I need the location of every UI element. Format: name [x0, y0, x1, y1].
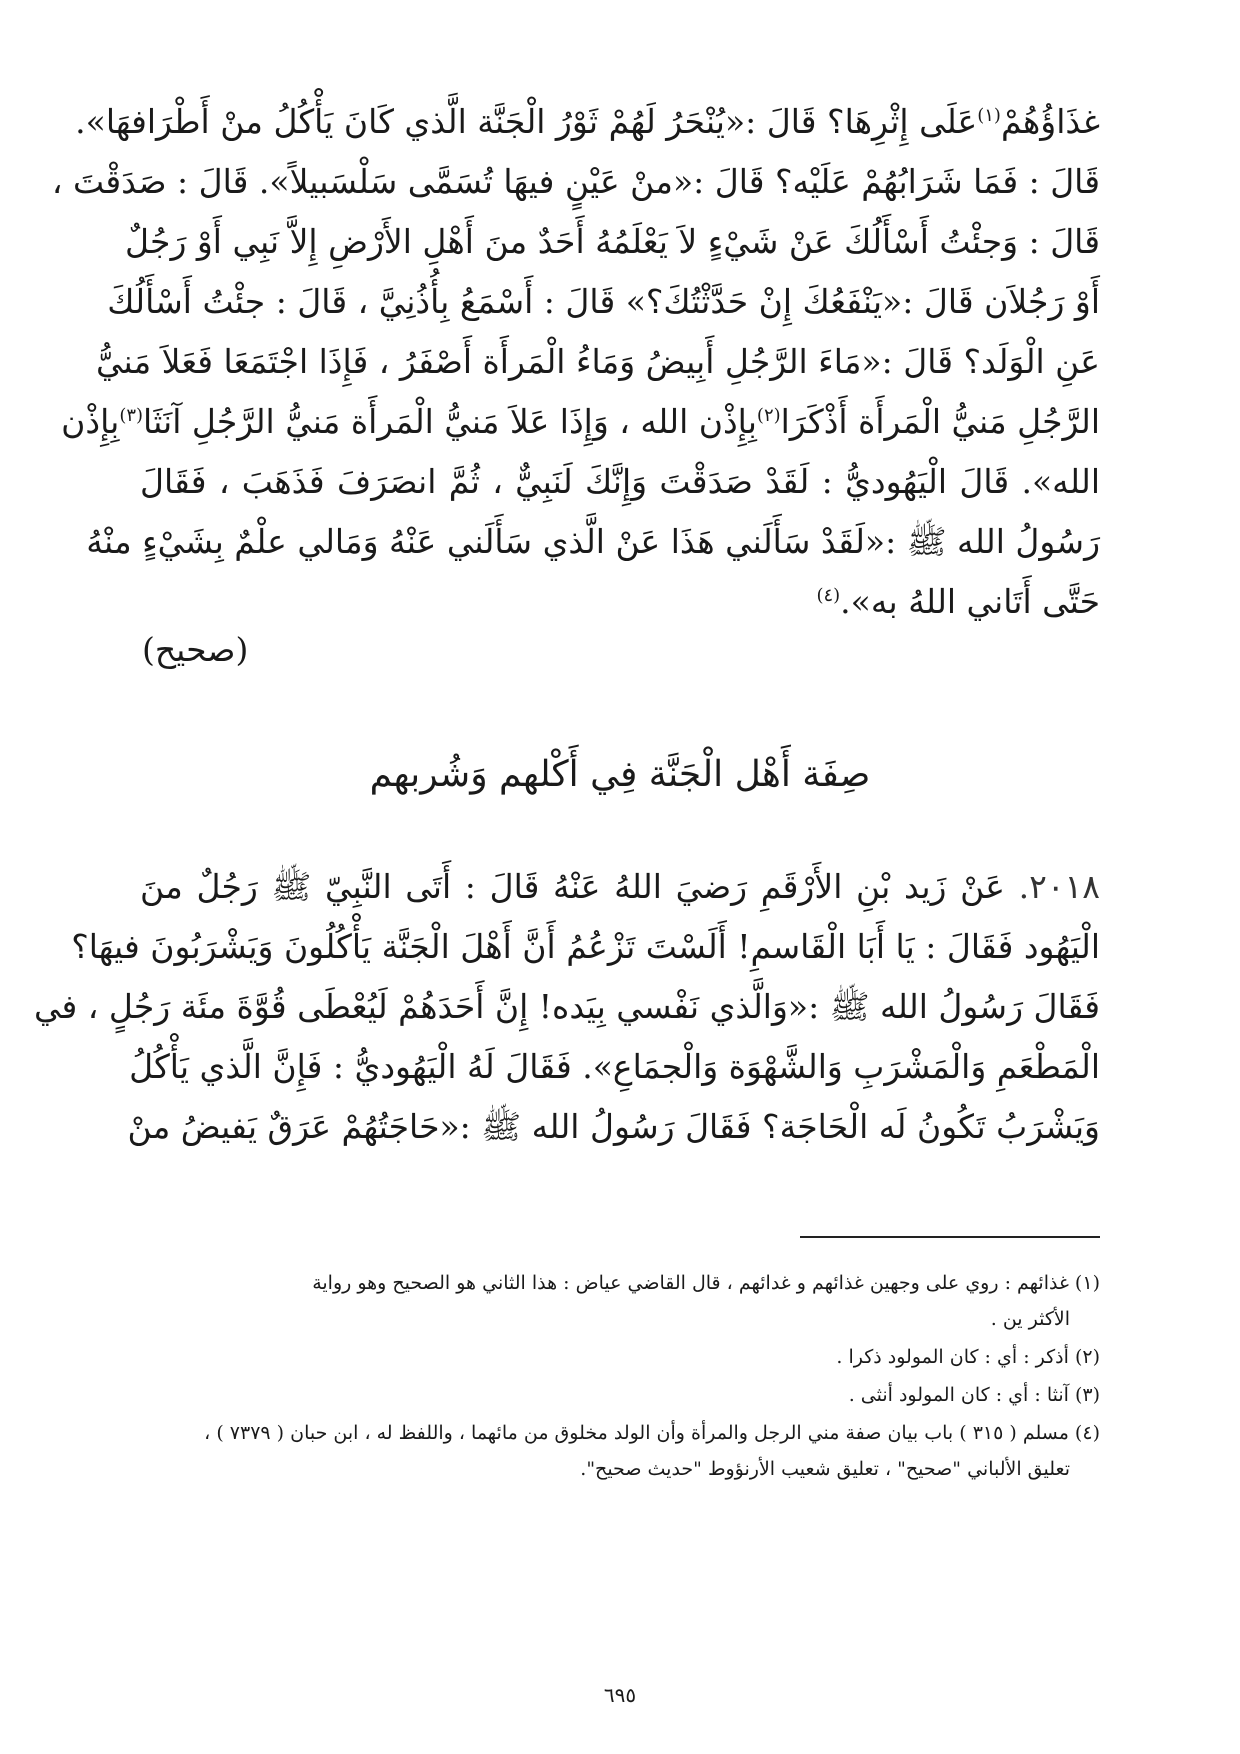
- footnote: [140, 1265, 1100, 1337]
- text-line: عَنِ الْوَلَد؟ قَالَ :«مَاءَ الرَّجُلِ أَبِيضُ وَمَاءُ الْمَرأَة أَصْفَرُ ، فَإِذَا اجْتَمَعَا فَعَلاَ مَنيُّ: [96, 342, 1100, 381]
- footnote-divider: [800, 1236, 1100, 1238]
- text-run: الرَّجُلِ مَنيُّ الْمَرأَة أَذْكَرَا: [780, 402, 1100, 441]
- text-line: الله». قَالَ الْيَهُوديُّ : لَقَدْ صَدَقْتَ وَإِنَّكَ لَنَبِيٌّ ، ثُمَّ انصَرَفَ فَذَهَبَ ، فَقَالَ: [140, 462, 1100, 501]
- footnote-text: (٣) آنثا : أي : كان المولود أنثى .: [848, 1384, 1100, 1406]
- footnote: [140, 1339, 1100, 1375]
- text-line: [75, 92, 1100, 152]
- text-run: غذَاؤُهُمْ: [1000, 102, 1100, 141]
- footnote-text: (١) غذائهم : روي على وجهين غذائهم و غدائهم ، قال القاضي عياض : هذا الثاني هو الصحيح وهو رواية: [312, 1272, 1100, 1294]
- hadith-number: ٢٠١٨.: [1018, 867, 1100, 906]
- text-run: عَلَى إِثْرِهَا؟ قَالَ :«يُنْحَرُ لَهُمْ ثَوْرُ الْجَنَّة الَّذي كَانَ يَأْكُلُ منْ أَطْرَافهَا».: [75, 102, 978, 141]
- text-line: أَوْ رَجُلاَن قَالَ :«يَنْفَعُكَ إِنْ حَدَّثْتُكَ؟» قَالَ : أَسْمَعُ بِأُذُنِيَّ ، قَالَ : جئْتُ أَسْأَلُكَ: [107, 282, 1100, 321]
- footnote: [140, 1377, 1100, 1413]
- footnote-text: (٤) مسلم ( ٣١٥ ) باب بيان صفة مني الرجل والمرأة وأن الولد مخلوق من مائهما ، واللفظ له ، ابن حبان ( ٧٣٧٩ ) ،: [204, 1422, 1100, 1444]
- text-run: بِإِذْن: [61, 402, 120, 441]
- text-run: بِإِذْن الله ، وَإِذَا عَلاَ مَنيُّ الْمَرأَة مَنيُّ الرَّجُلِ آنَثَا: [143, 402, 757, 441]
- section-heading: صِفَة أَهْل الْجَنَّة فِي أَكْلهم وَشُربهم: [369, 754, 871, 795]
- text-run: عَنْ زَيد بْنِ الأَرْقَمِ رَضيَ اللهُ عَنْهُ قَالَ : أَتَى النَّبِيّ ﷺ رَجُلٌ منَ: [140, 867, 1005, 906]
- footnote-ref[interactable]: (٣): [119, 405, 144, 426]
- footnote-ref[interactable]: (١): [977, 105, 1001, 126]
- text-line: [140, 572, 1100, 632]
- hadith-paragraph: [34, 857, 1100, 1157]
- text-run: حَتَّى أَتَاني اللهُ به».: [840, 582, 1100, 621]
- footnotes: [140, 1265, 1100, 1489]
- footnote-text: (٢) أذكر : أي : كان المولود ذكرا .: [836, 1346, 1100, 1368]
- page-number: ٦٩٥: [603, 1683, 637, 1707]
- text-line: قَالَ : وَجئْتُ أَسْأَلُكَ عَنْ شَيْءٍ لاَ يَعْلَمُهُ أَحَدٌ منَ أَهْلِ الأَرْضِ إِلاَّ نَبِي أَوْ رَجُلٌ: [125, 222, 1100, 261]
- text-line: [61, 392, 1100, 452]
- text-line: وَيَشْرَبُ تَكُونُ لَه الْحَاجَة؟ فَقَالَ رَسُولُ الله ﷺ :«حَاجَتُهُمْ عَرَقٌ يَفيضُ منْ: [127, 1107, 1100, 1146]
- footnote: [140, 1415, 1100, 1487]
- text-line: الْيَهُود فَقَالَ : يَا أَبَا الْقَاسمِ! أَلَسْتَ تَزْعُمُ أَنَّ أَهْلَ الْجَنَّة يَأْكُلُونَ وَيَشْرَبُونَ فيهَا؟: [71, 927, 1100, 966]
- top-paragraph: [51, 92, 1100, 632]
- text-line: فَقَالَ رَسُولُ الله ﷺ :«وَالَّذي نَفْسي بِيَده! إِنَّ أَحَدَهُمْ لَيُعْطَى قُوَّةَ مئَة رَجُلٍ ، في: [34, 987, 1100, 1026]
- text-line: الْمَطْعَمِ وَالْمَشْرَبِ وَالشَّهْوَة وَالْجمَاعِ». فَقَالَ لَهُ الْيَهُوديُّ : فَإِنَّ الَّذي يَأْكُلُ: [129, 1047, 1100, 1086]
- text-line: رَسُولُ الله ﷺ :«لَقَدْ سَأَلَني هَذَا عَنْ الَّذي سَأَلَني عَنْهُ وَمَالي علْمٌ بِشَيْءٍ منْهُ: [86, 522, 1100, 561]
- text-line: قَالَ : فَمَا شَرَابُهُمْ عَلَيْه؟ قَالَ :«منْ عَيْنٍ فيهَا تُسَمَّى سَلْسَبيلاً». قَالَ : صَدَقْتَ ،: [51, 162, 1100, 201]
- footnote-ref[interactable]: (٢): [756, 405, 781, 426]
- text-line: [140, 857, 1100, 917]
- footnote-continuation: تعليق الألباني "صحيح" ، تعليق شعيب الأرنؤوط "حديث صحيح".: [580, 1458, 1070, 1480]
- grading-label: (صحيح): [142, 630, 249, 669]
- footnote-continuation: الأكثر ين .: [990, 1308, 1070, 1330]
- footnote-ref[interactable]: (٤): [816, 585, 841, 606]
